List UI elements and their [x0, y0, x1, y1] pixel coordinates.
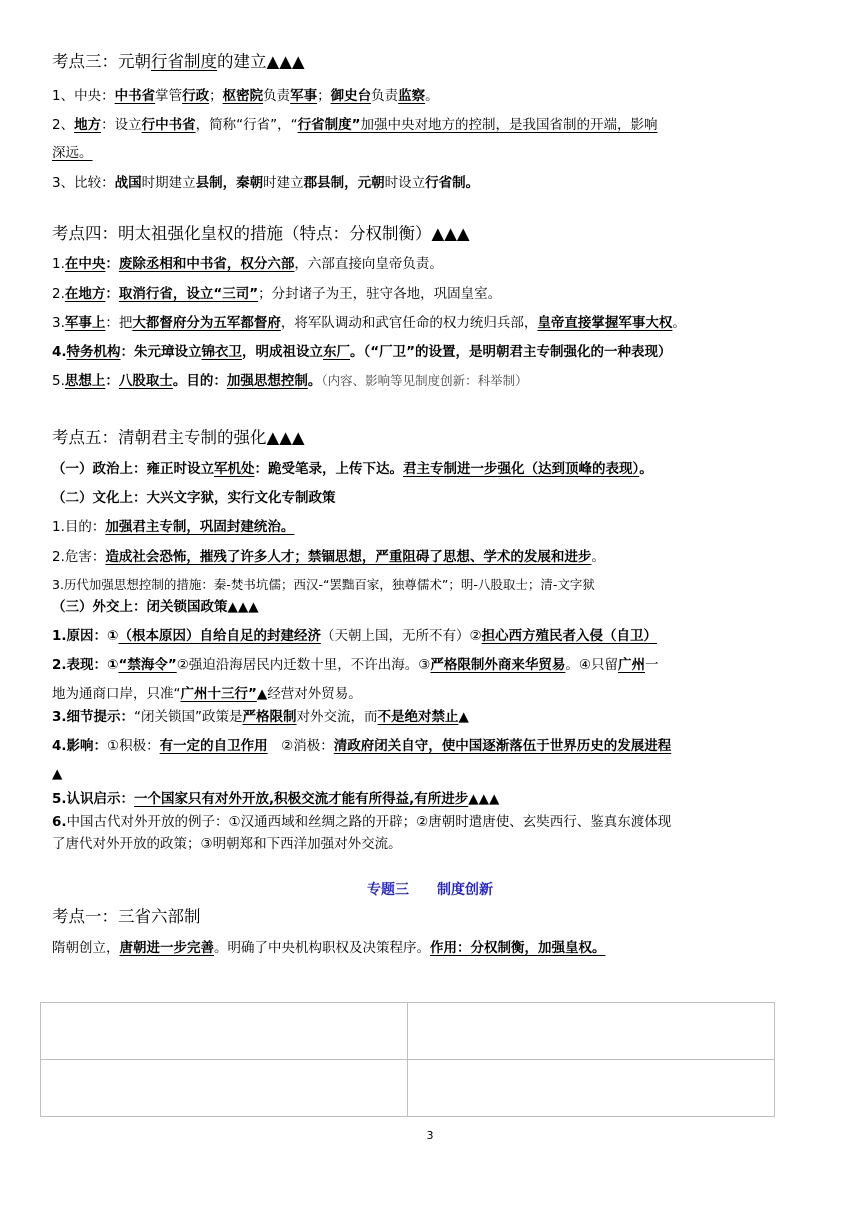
s5-culture-1: 1.目的：加强君主专制，巩固封建统治。 — [52, 519, 295, 535]
s5-foreign-5: 5.认识启示：一个国家只有对外开放,积极交流才能有所得益,有所进步▲▲▲ — [52, 791, 500, 807]
table-cell — [41, 1003, 408, 1060]
s5-foreign-6b: 了唐代对外开放的政策；③明朝郑和下西洋加强对外交流。 — [52, 836, 402, 852]
section-4-title: 考点四：明太祖强化皇权的措施（特点：分权制衡）▲▲▲ — [52, 224, 470, 243]
s5-foreign-4b: ▲ — [52, 766, 63, 782]
s5-foreign-2b: 地为通商口岸，只准“广州十三行”▲经营对外贸易。 — [52, 686, 362, 702]
topic-3-point-1-text: 隋朝创立，唐朝进一步完善。明确了中央机构职权及决策程序。作用：分权制衡，加强皇权。 — [52, 940, 606, 956]
empty-table — [40, 1002, 775, 1117]
s5-foreign-6: 6.中国古代对外开放的例子：①汉通西域和丝绸之路的开辟；②唐朝时遣唐使、玄奘西行、鉴真东渡体现 — [52, 814, 672, 830]
s5-culture: （二）文化上：大兴文字狱，实行文化专制政策 — [52, 490, 336, 506]
s3-line-2b: 深远。 — [52, 145, 93, 161]
s5-foreign-2: 2.表现：①“禁海令”②强迫沿海居民内迁数十里，不许出海。③严格限制外商来华贸易。④只留广州一 — [52, 657, 659, 673]
s5-culture-2: 2.危害：造成社会恐怖，摧残了许多人才；禁锢思想，严重阻碍了思想、学术的发展和进步。 — [52, 549, 605, 565]
s4-line-4: 4.特务机构：朱元璋设立锦衣卫，明成祖设立东厂。（“厂卫”的设置，是明朝君主专制强化的一种表现） — [52, 344, 672, 360]
s5-culture-3: 3.历代加强思想控制的措施：秦-焚书坑儒；西汉-“罢黜百家，独尊儒术”；明-八股取士；清-文字狱 — [52, 577, 595, 592]
table-cell — [408, 1003, 775, 1060]
s3-line-2: 2、地方：设立行中书省，简称“行省”，“行省制度”加强中央对地方的控制，是我国省制的开端，影响 — [52, 117, 658, 133]
section-3-title: 考点三：元朝行省制度的建立▲▲▲ — [52, 52, 305, 71]
s5-foreign-4: 4.影响：①积极：有一定的自卫作用 ②消极：清政府闭关自守，使中国逐渐落伍于世界历史的发展进程 — [52, 738, 672, 754]
table-cell — [408, 1060, 775, 1117]
s5-foreign-3: 3.细节提示：“闭关锁国”政策是严格限制对外交流，而不是绝对禁止▲ — [52, 709, 469, 725]
s5-foreign: （三）外交上：闭关锁国政策▲▲▲ — [52, 599, 259, 615]
s4-line-3: 3.军事上：把大都督府分为五军都督府，将军队调动和武官任命的权力统归兵部，皇帝直接掌握军事大权。 — [52, 315, 686, 331]
section-5-title: 考点五：清朝君主专制的强化▲▲▲ — [52, 428, 305, 447]
topic-3-point-1-title: 考点一：三省六部制 — [52, 907, 201, 926]
s5-politics: （一）政治上：雍正时设立军机处：跪受笔录，上传下达。君主专制进一步强化（达到顶峰的表现）。 — [52, 461, 653, 477]
s4-line-2: 2.在地方：取消行省，设立“三司”；分封诸子为王，驻守各地，巩固皇室。 — [52, 286, 502, 302]
s3-line-3: 3、比较：战国时期建立县制，秦朝时建立郡县制，元朝时设立行省制。 — [52, 175, 480, 191]
topic-heading: 专题三 制度创新 — [367, 882, 493, 898]
page-number: 3 — [426, 1129, 434, 1142]
s5-foreign-1: 1.原因：①（根本原因）自给自足的封建经济（天朝上国，无所不有）②担心西方殖民者入侵（自卫） — [52, 628, 658, 644]
table-cell — [41, 1060, 408, 1117]
s4-line-5: 5.思想上：八股取士。目的：加强思想控制。（内容、影响等见制度创新：科举制） — [52, 373, 528, 389]
s3-line-1: 1、中央：中书省掌管行政；枢密院负责军事；御史台负责监察。 — [52, 88, 439, 104]
s4-line-1: 1.在中央：废除丞相和中书省，权分六部，六部直接向皇帝负责。 — [52, 256, 443, 272]
